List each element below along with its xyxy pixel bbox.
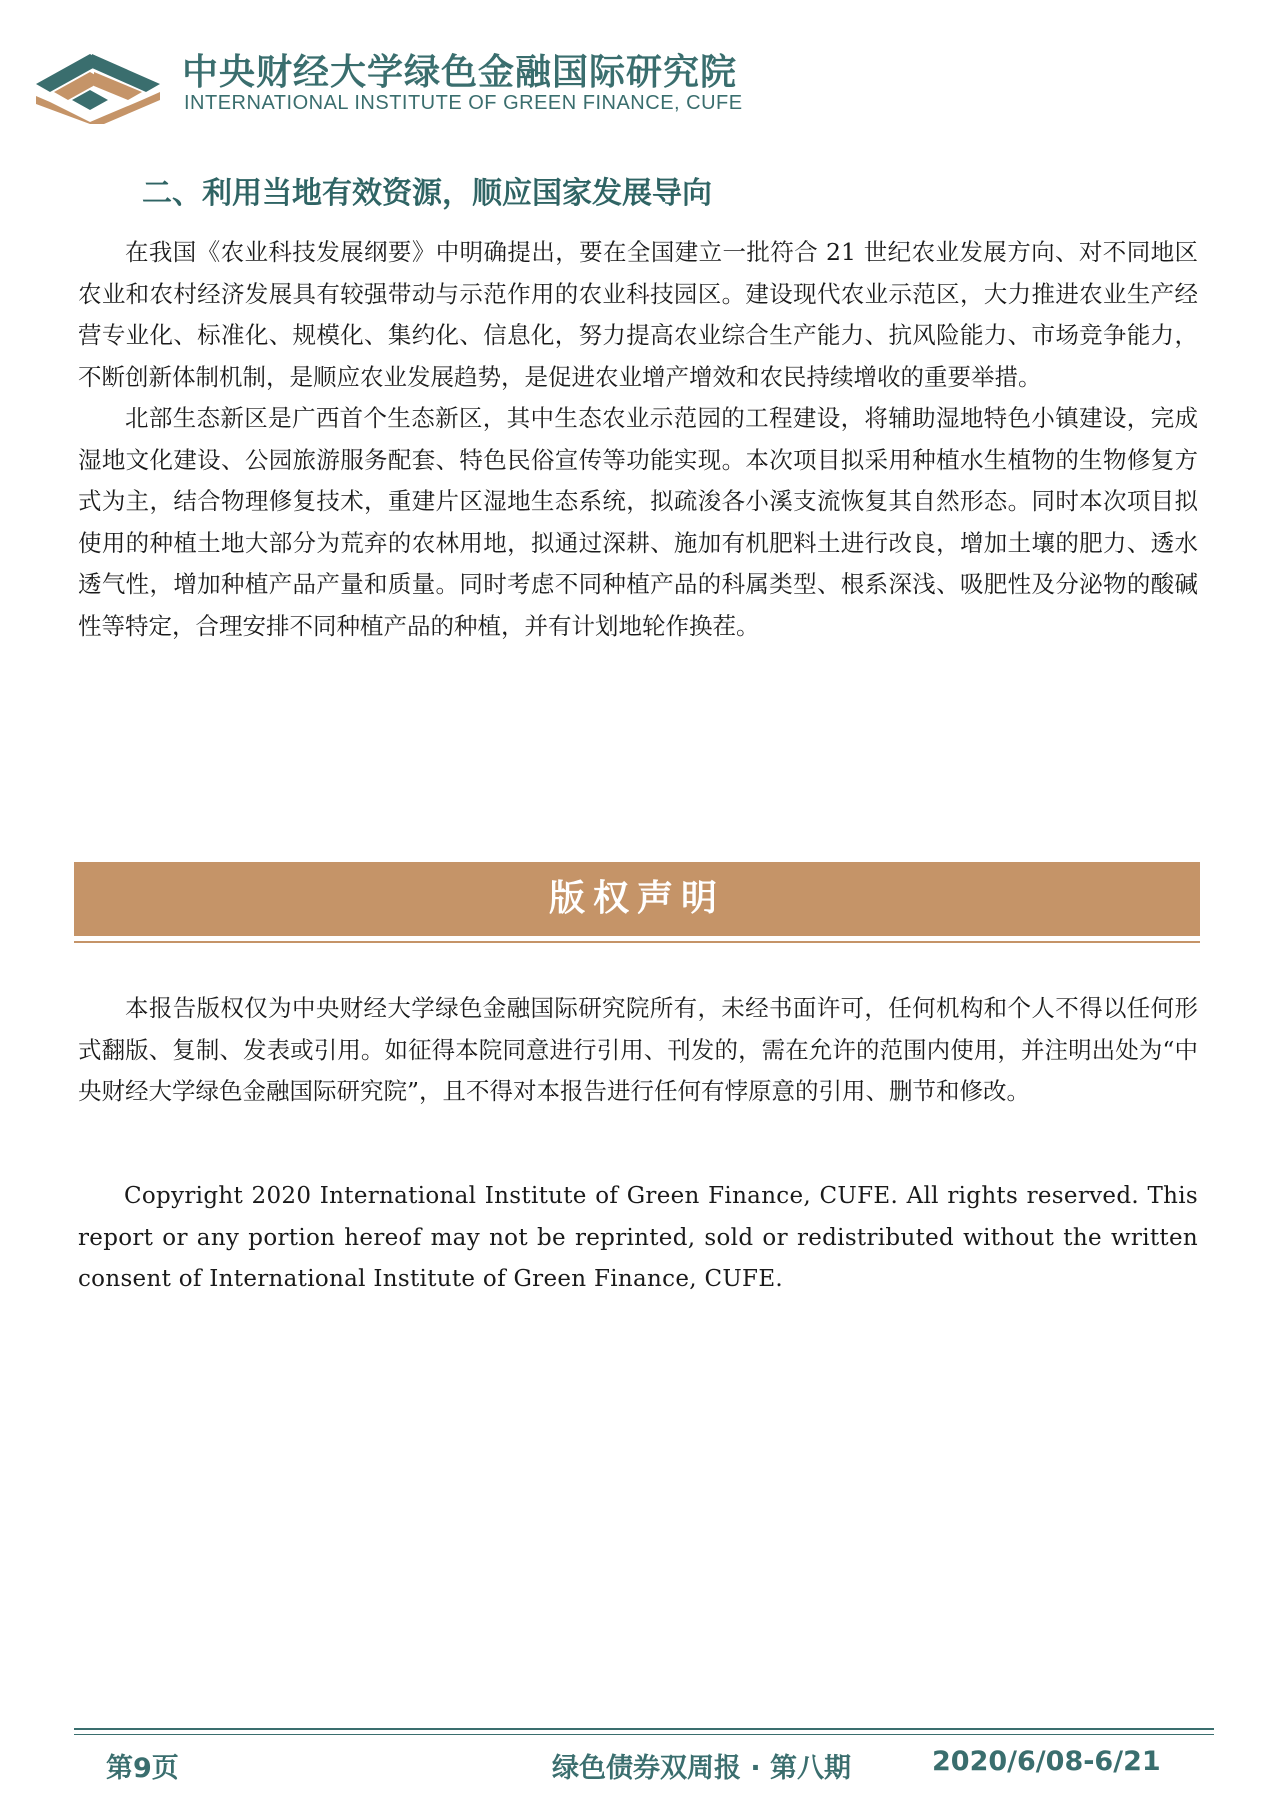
footer-divider (74, 1728, 1214, 1730)
copyright-body-cn (78, 988, 1198, 1113)
layered-chevron-logo-icon (32, 44, 164, 124)
footer-issue: 绿色债券双周报 · 第八期 (552, 1753, 852, 1784)
page-header (32, 40, 792, 130)
copyright-banner (74, 862, 1200, 936)
section-heading: 二、利用当地有效资源，顺应国家发展导向 (142, 176, 712, 211)
copyright-body-en (78, 1176, 1198, 1301)
footer-divider (74, 1734, 1214, 1735)
section-paragraph: 在我国《农业科技发展纲要》中明确提出，要在全国建立一批符合 21 世纪农业发展方向、对不同地区农业和农村经济发展具有较强带动与示范作用的农业科技园区。建设现代农业示范区，大力推进农业生产经营专业化、标准化、规模化、集约化、信息化，努力提高农业综合生产能力、抗风险能力、市场竞争能力，不断创新体制机制，是顺应农业发展趋势，是促进农业增产增效和农民持续增收的重要举措。 (78, 238, 1198, 391)
copyright-paragraph-cn: 本报告版权仅为中央财经大学绿色金融国际研究院所有，未经书面许可，任何机构和个人不得以任何形式翻版、复制、发表或引用。如征得本院同意进行引用、刊发的，需在允许的范围内使用，并注明出处为“中央财经大学绿色金融国际研究院”，且不得对本报告进行任何有悖原意的引用、删节和修改。 (78, 994, 1198, 1105)
copyright-title: 版权声明 (548, 878, 725, 919)
copyright-paragraph-en: Copyright 2020 International Institute of Green Finance, CUFE. All rights reserved. This report or any portion hereof may not be reprinted, sold or redistributed without the written consent of International Institute of Green Finance, CUFE. (78, 1183, 1198, 1292)
footer-date: 2020/6/08-6/21 (932, 1746, 1161, 1777)
footer-page-number: 第9页 (106, 1753, 179, 1784)
banner-divider (74, 941, 1200, 943)
section-body (78, 232, 1198, 647)
section-paragraph: 北部生态新区是广西首个生态新区，其中生态农业示范园的工程建设，将辅助湿地特色小镇建设，完成湿地文化建设、公园旅游服务配套、特色民俗宣传等功能实现。本次项目拟采用种植水生植物的生物修复方式为主，结合物理修复技术，重建片区湿地生态系统，拟疏浚各小溪支流恢复其自然形态。同时本次项目拟使用的种植土地大部分为荒弃的农林用地，拟通过深耕、施加有机肥料土进行改良，增加土壤的肥力、透水透气性，增加种植产品产量和质量。同时考虑不同种植产品的科属类型、根系深浅、吸肥性及分泌物的酸碱性等特定，合理安排不同种植产品的种植，并有计划地轮作换茬。 (78, 404, 1198, 640)
org-name-en: INTERNATIONAL INSTITUTE OF GREEN FINANCE, CUFE (184, 92, 743, 114)
org-name-cn: 中央财经大学绿色金融国际研究院 (182, 52, 738, 93)
